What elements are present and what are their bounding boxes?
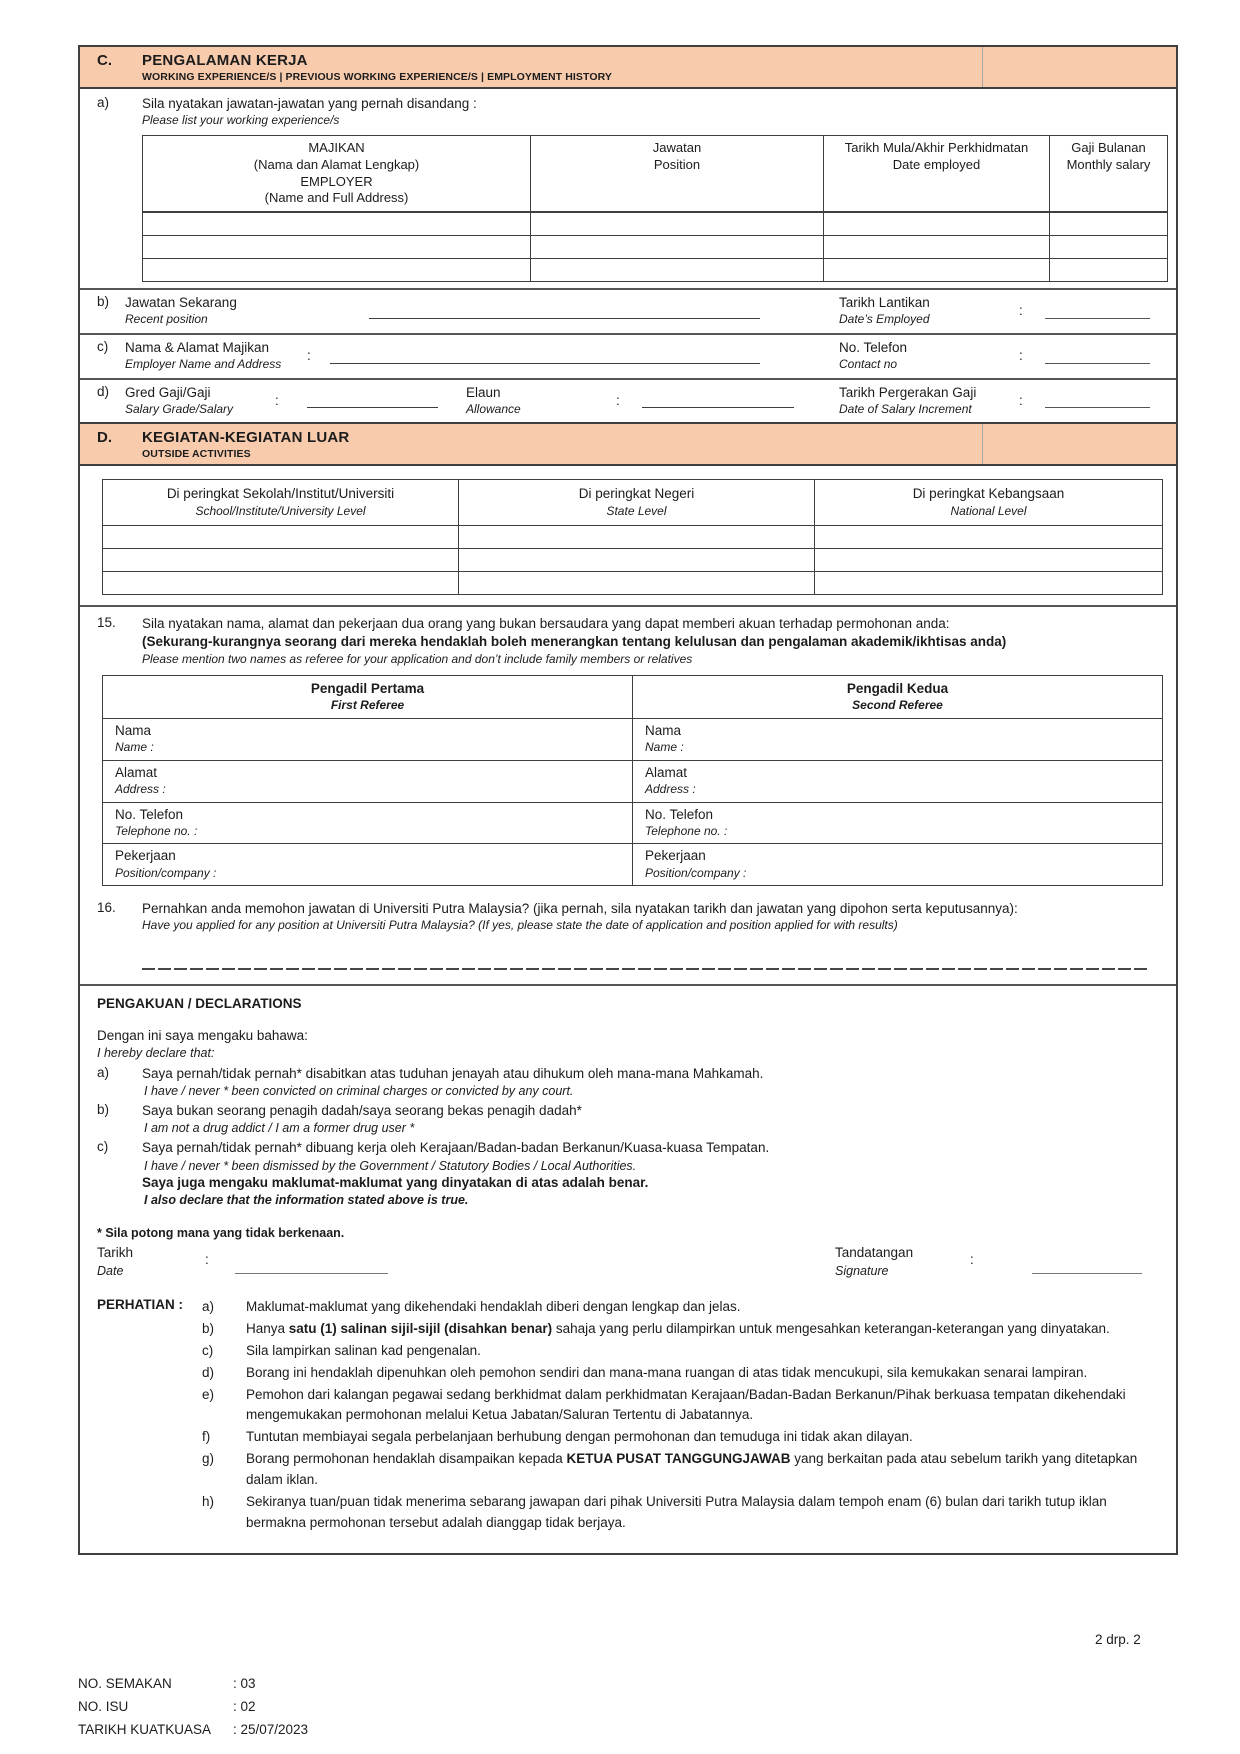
name-label-my: Nama: [115, 722, 152, 738]
declaration-item-b: [97, 1102, 1162, 1136]
revision-no-label: NO. SEMAKAN: [78, 1676, 172, 1691]
salary-increment-label-en: Date of Salary Increment: [839, 401, 972, 416]
perhatian-item-h: [202, 1492, 1166, 1534]
declaration-c-letter: c): [97, 1139, 109, 1155]
position-column-header: [531, 135, 824, 212]
second-referee-header: [633, 676, 1163, 719]
address-label-my: Alamat: [645, 764, 688, 780]
perhatian-items: [202, 1297, 1166, 1535]
school-level-input-cell[interactable]: [103, 572, 459, 595]
item-a-text-en: Please list your working experience/s: [142, 113, 340, 128]
declaration-c-en: I have / never * been dismissed by the Government / Statutory Bodies / Local Authorities.: [144, 1158, 637, 1173]
declaration-item-c: [97, 1139, 1162, 1208]
signature-input-line[interactable]: [1032, 1244, 1142, 1274]
salary-input-cell[interactable]: [1050, 212, 1168, 235]
revision-no-value: : 03: [233, 1676, 256, 1691]
perhatian-c-text: Sila lampirkan salinan kad pengenalan.: [246, 1342, 481, 1358]
page-number: 2 drp. 2: [1095, 1632, 1141, 1647]
national-level-input-cell[interactable]: [815, 526, 1163, 549]
section-c-letter: C.: [97, 52, 112, 69]
colon-separator: :: [307, 348, 311, 364]
activities-header-row: [103, 480, 1163, 526]
contact-no-label-my: No. Telefon: [839, 339, 908, 355]
signature-label-my: Tandatangan: [835, 1245, 914, 1261]
perhatian-a-text: Maklumat-maklumat yang dikehendaki hendaklah diberi dengan lengkap dan jelas.: [246, 1298, 741, 1314]
allowance-label-en: Allowance: [466, 401, 521, 416]
date-employed-label-en: Date’s Employed: [839, 312, 930, 327]
occupation-label-my: Pekerjaan: [645, 848, 706, 864]
address-label-en: Address :: [645, 782, 696, 796]
perhatian-f-letter: f): [202, 1429, 211, 1445]
referee-table: [102, 675, 1163, 886]
effective-date-value: : 25/07/2023: [233, 1722, 309, 1737]
referee2-address-cell[interactable]: [633, 760, 1163, 802]
perhatian-item-c: [202, 1341, 1166, 1362]
declaration-item-a: [97, 1065, 1162, 1099]
activities-table: [102, 479, 1163, 595]
salary-grade-label: [125, 384, 275, 418]
state-level-input-cell[interactable]: [459, 572, 815, 595]
referee1-name-cell[interactable]: [103, 718, 633, 760]
school-level-header-my: Di peringkat Sekolah/Institut/Universiti: [166, 486, 395, 502]
declaration-c-body: [142, 1139, 1162, 1208]
declaration-a-letter: a): [97, 1064, 110, 1080]
allowance-input-line[interactable]: [642, 398, 794, 408]
item-a-text: [142, 95, 1162, 129]
item-a-letter: a): [97, 95, 110, 110]
date-employed-input-line[interactable]: [1045, 309, 1150, 319]
employer-input-cell[interactable]: [143, 235, 531, 258]
section-d-subtitle: OUTSIDE ACTIVITIES: [142, 448, 251, 461]
signature-group: [835, 1244, 1152, 1278]
activities-row-1: [103, 526, 1163, 549]
allowance-label-my: Elaun: [466, 384, 501, 400]
issue-no-row: [78, 1695, 308, 1718]
date-column-header: [824, 135, 1050, 212]
name-label-en: Name :: [115, 740, 154, 755]
item-16-text: [142, 900, 1162, 934]
perhatian-c-letter: c): [202, 1342, 214, 1358]
employer-header-line1: MAJIKAN: [308, 139, 365, 155]
item-15-number: 15.: [97, 615, 116, 631]
contact-no-label-en: Contact no: [839, 356, 898, 371]
section-c-titles: [142, 52, 612, 83]
declarations-heading: PENGAKUAN / DECLARATIONS: [97, 996, 302, 1012]
perhatian-b-text: Hanya satu (1) salinan sijil-sijil (disahkan benar) sahaja yang perlu dilampirkan untuk mengesahkan keterangan-keterangan yang dinyatakan.: [246, 1320, 1110, 1336]
referee-address-row: [103, 760, 1163, 802]
phone-label-my: No. Telefon: [115, 806, 184, 822]
phone-label-my: No. Telefon: [645, 806, 714, 822]
salary-column-header: [1050, 135, 1168, 212]
recent-position-label-my: Jawatan Sekarang: [125, 294, 237, 310]
position-header-my: Jawatan: [652, 139, 702, 155]
phone-label-en: Telephone no. :: [115, 823, 198, 838]
perhatian-e-letter: e): [202, 1386, 215, 1402]
date-label-en: Date: [97, 1263, 124, 1278]
section-d-title: KEGIATAN-KEGIATAN LUAR: [142, 429, 350, 447]
employer-name-label-my: Nama & Alamat Majikan: [125, 339, 270, 355]
date-input-cell[interactable]: [824, 212, 1050, 235]
salary-header-en: Monthly salary: [1066, 156, 1151, 172]
effective-date-row: [78, 1718, 308, 1741]
state-level-header-my: Di peringkat Negeri: [578, 486, 695, 502]
occupation-label-en: Position/company :: [115, 865, 217, 880]
school-level-header: [103, 480, 459, 526]
national-level-header-my: Di peringkat Kebangsaan: [912, 486, 1065, 502]
national-level-input-cell[interactable]: [815, 572, 1163, 595]
effective-date-label: TARIKH KUATKUASA: [78, 1722, 212, 1737]
activities-row-2: [103, 549, 1163, 572]
salary-input-cell[interactable]: [1050, 258, 1168, 281]
item-15-text: [142, 615, 1162, 667]
date-header-my: Tarikh Mula/Akhir Perkhidmatan: [844, 139, 1029, 155]
section-d-titles: [142, 429, 349, 460]
address-label-en: Address :: [115, 782, 166, 796]
employer-name-input-line[interactable]: [330, 354, 760, 364]
perhatian-e-text: Pemohon dari kalangan pegawai sedang berkhidmat dalam perkhidmatan Kerajaan/Badan-Badan Berkanun/Pihak berkuasa tempatan dikehendaki mengemukakan permohonan melalui Ketua Jabatan/Saluran Tertentu di Jabatannya.: [246, 1386, 1126, 1423]
school-level-header-en: School/Institute/University Level: [195, 503, 366, 518]
employer-column-header: [143, 135, 531, 212]
experience-row-2: [143, 235, 1168, 258]
employer-header-line4: (Name and Full Address): [264, 190, 409, 206]
position-input-cell[interactable]: [531, 258, 824, 281]
date-label-my: Tarikh: [97, 1245, 134, 1261]
item-15-line2: (Sekurang-kurangnya seorang dari mereka hendaklah boleh menerangkan tentang kelulusan dan pengalaman akademik/ikhtisas anda): [142, 634, 1007, 650]
declaration-b-body: [142, 1102, 1162, 1136]
item-16-answer-line[interactable]: [142, 968, 1148, 970]
item-15-line3: Please mention two names as referee for your application and don’t include family members or relatives: [142, 651, 693, 666]
perhatian-b-letter: b): [202, 1320, 215, 1336]
employer-name-label: [125, 339, 307, 373]
contact-no-label: [839, 339, 1019, 373]
item-c-row: [80, 333, 1176, 378]
declaration-a-body: [142, 1065, 1162, 1099]
section-c-subtitle: WORKING EXPERIENCE/S | PREVIOUS WORKING EXPERIENCE/S | EMPLOYMENT HISTORY: [142, 71, 612, 83]
item-b-row: [80, 288, 1176, 333]
referee2-phone-cell[interactable]: [633, 802, 1163, 844]
employer-input-cell[interactable]: [143, 212, 531, 235]
referee1-occupation-cell[interactable]: [103, 844, 633, 886]
colon-separator: :: [1019, 303, 1023, 319]
first-referee-header-en: First Referee: [330, 698, 405, 713]
signature-label: [835, 1244, 970, 1278]
perhatian-label: PERHATIAN :: [97, 1296, 183, 1312]
referee-phone-row: [103, 802, 1163, 844]
item-16-line2: Have you applied for any position at Universiti Putra Malaysia? (If yes, please state the date of application and position applied for with results): [142, 918, 898, 933]
date-employed-label: [839, 294, 1019, 328]
date-label: [97, 1244, 205, 1278]
date-input-line[interactable]: [235, 1244, 388, 1274]
item-d-letter: d): [97, 383, 110, 399]
issue-no-label: NO. ISU: [78, 1699, 129, 1714]
header-cell-divider: [982, 47, 983, 87]
item-d-row: [80, 378, 1176, 423]
occupation-label-my: Pekerjaan: [115, 848, 176, 864]
colon-separator: :: [616, 392, 620, 408]
employer-header-line3: EMPLOYER: [300, 173, 373, 189]
perhatian-h-letter: h): [202, 1494, 215, 1510]
declaration-b-en: I am not a drug addict / I am a former drug user *: [144, 1121, 415, 1136]
issue-no-value: : 02: [233, 1699, 256, 1714]
perhatian-item-d: [202, 1363, 1166, 1384]
perhatian-item-g: [202, 1449, 1166, 1491]
item-16-line1: Pernahkan anda memohon jawatan di Universiti Putra Malaysia? (jika pernah, sila nyatakan tarikh dan jawatan yang dipohon serta keputusannya):: [142, 901, 1018, 917]
second-referee-header-my: Pengadil Kedua: [846, 681, 949, 697]
colon-separator: :: [1019, 392, 1023, 408]
declarations-intro: [97, 1027, 1162, 1061]
declaration-b-letter: b): [97, 1101, 110, 1117]
state-level-input-cell[interactable]: [459, 526, 815, 549]
header-cell-divider: [982, 424, 983, 464]
item-c-right-group: [839, 339, 1176, 373]
referee-occupation-row: [103, 844, 1163, 886]
allowance-label: [466, 384, 616, 418]
declaration-affirm-my: Saya juga mengaku maklumat-maklumat yang dinyatakan di atas adalah benar.: [142, 1174, 649, 1190]
experience-header-row: [143, 135, 1168, 212]
first-referee-header: [103, 676, 633, 719]
recent-position-input-line[interactable]: [369, 309, 760, 319]
perhatian-g-letter: g): [202, 1451, 215, 1467]
second-referee-header-en: Second Referee: [852, 698, 943, 713]
item-a-row: [80, 89, 1176, 133]
strike-out-footnote: * Sila potong mana yang tidak berkenaan.: [97, 1226, 345, 1241]
salary-increment-input-line[interactable]: [1045, 398, 1150, 408]
revision-no-row: [78, 1672, 308, 1695]
date-input-cell[interactable]: [824, 235, 1050, 258]
date-employed-label-my: Tarikh Lantikan: [839, 294, 930, 310]
salary-increment-label: [839, 384, 1019, 418]
section-c-header: [80, 47, 1176, 89]
item-16-row: [80, 898, 1176, 938]
phone-label-en: Telephone no. :: [645, 823, 728, 838]
declarations-intro-en: I hereby declare that:: [97, 1046, 215, 1061]
salary-grade-input-line[interactable]: [307, 398, 438, 408]
colon-separator: :: [275, 392, 279, 408]
national-level-header: [815, 480, 1163, 526]
colon-separator: :: [970, 1252, 974, 1268]
name-label-my: Nama: [645, 722, 682, 738]
referee-header-row: [103, 676, 1163, 719]
declaration-a-en: I have / never * been convicted on criminal charges or convicted by any court.: [144, 1083, 574, 1098]
school-level-input-cell[interactable]: [103, 526, 459, 549]
address-label-my: Alamat: [115, 764, 158, 780]
referee1-phone-cell[interactable]: [103, 802, 633, 844]
declarations-section: [80, 984, 1176, 1285]
employer-input-cell[interactable]: [143, 258, 531, 281]
perhatian-item-b: [202, 1319, 1166, 1340]
name-label-en: Name :: [645, 740, 684, 755]
activities-row-3: [103, 572, 1163, 595]
declaration-b-my: Saya bukan seorang penagih dadah/saya seorang bekas penagih dadah*: [142, 1102, 582, 1118]
employer-header-line2: (Nama dan Alamat Lengkap): [253, 156, 420, 172]
date-signature-row: [97, 1244, 1162, 1278]
perhatian-f-text: Tuntutan membiayai segala perbelanjaan berhubung dengan permohonan dan temuduga ini tidak akan dilayan.: [246, 1429, 913, 1445]
experience-row-1: [143, 212, 1168, 235]
employer-name-label-en: Employer Name and Address: [125, 356, 282, 371]
declaration-a-my: Saya pernah/tidak pernah* disabitkan atas tuduhan jenayah atau dihukum oleh mana-mana Mahkamah.: [142, 1065, 764, 1081]
perhatian-section: [80, 1285, 1176, 1553]
section-c-title: PENGALAMAN KERJA: [142, 52, 308, 69]
national-level-header-en: National Level: [950, 503, 1027, 518]
referee2-occupation-cell[interactable]: [633, 844, 1163, 886]
position-input-cell[interactable]: [531, 235, 824, 258]
item-16-number: 16.: [97, 900, 116, 916]
state-level-input-cell[interactable]: [459, 549, 815, 572]
first-referee-header-my: Pengadil Pertama: [310, 681, 425, 697]
colon-separator: :: [1019, 348, 1023, 364]
perhatian-item-a: [202, 1297, 1166, 1318]
state-level-header: [459, 480, 815, 526]
perhatian-a-letter: a): [202, 1298, 215, 1314]
item-15-line1: Sila nyatakan nama, alamat dan pekerjaan dua orang yang bukan bersaudara yang dapat memberi akuan terhadap permohonan anda:: [142, 616, 950, 632]
recent-position-label-en: Recent position: [125, 312, 208, 327]
declaration-affirm-en: I also declare that the information stated above is true.: [144, 1193, 469, 1208]
national-level-input-cell[interactable]: [815, 549, 1163, 572]
application-form: [78, 45, 1178, 1555]
salary-grade-label-my: Gred Gaji/Gaji: [125, 384, 211, 400]
contact-no-input-line[interactable]: [1045, 354, 1150, 364]
item-15-row: [80, 607, 1176, 671]
declaration-c-my: Saya pernah/tidak pernah* dibuang kerja oleh Kerajaan/Badan-badan Berkanun/Kuasa-kuasa Tempatan.: [142, 1140, 770, 1156]
section-d-header: [80, 422, 1176, 466]
declarations-intro-my: Dengan ini saya mengaku bahawa:: [97, 1028, 308, 1044]
section-d-letter: D.: [97, 429, 112, 447]
salary-increment-label-my: Tarikh Pergerakan Gaji: [839, 384, 977, 400]
item-d-right-group: [839, 384, 1176, 418]
referee-name-row: [103, 718, 1163, 760]
perhatian-item-e: [202, 1385, 1166, 1427]
item-b-letter: b): [97, 293, 110, 309]
occupation-label-en: Position/company :: [645, 865, 747, 880]
recent-position-label: [125, 294, 369, 328]
perhatian-d-text: Borang ini hendaklah dipenuhkan oleh pemohon sendiri dan mana-mana ruangan di atas tidak mencukupi, sila kemukakan senarai lampiran.: [246, 1364, 1088, 1380]
date-header-en: Date employed: [892, 156, 981, 172]
salary-grade-label-en: Salary Grade/Salary: [125, 401, 234, 416]
experience-table: [142, 135, 1168, 282]
referee2-name-cell[interactable]: [633, 718, 1163, 760]
item-a-text-my: Sila nyatakan jawatan-jawatan yang pernah disandang :: [142, 96, 477, 111]
date-input-cell[interactable]: [824, 258, 1050, 281]
item-c-letter: c): [97, 338, 109, 354]
position-input-cell[interactable]: [531, 212, 824, 235]
state-level-header-en: State Level: [606, 503, 667, 518]
salary-input-cell[interactable]: [1050, 235, 1168, 258]
referee1-address-cell[interactable]: [103, 760, 633, 802]
perhatian-h-text: Sekiranya tuan/puan tidak menerima sebarang jawapan dari pihak Universiti Putra Malaysia dalam tempoh enam (6) bulan dari tarikh tutup iklan bermakna permohonan tersebut adalah dianggap tidak berjaya.: [246, 1494, 1107, 1531]
position-header-en: Position: [653, 156, 701, 172]
signature-label-en: Signature: [835, 1263, 889, 1278]
perhatian-g-text: Borang permohonan hendaklah disampaikan kepada KETUA PUSAT TANGGUNGJAWAB yang berkaitan pada atau sebelum tarikh yang ditetapkan dalam iklan.: [246, 1451, 1138, 1488]
item-b-right-group: [839, 294, 1176, 328]
perhatian-d-letter: d): [202, 1364, 215, 1380]
school-level-input-cell[interactable]: [103, 549, 459, 572]
salary-header-my: Gaji Bulanan: [1071, 139, 1146, 155]
perhatian-item-f: [202, 1427, 1166, 1448]
colon-separator: :: [205, 1252, 209, 1268]
experience-row-3: [143, 258, 1168, 281]
document-control-block: [78, 1672, 308, 1741]
